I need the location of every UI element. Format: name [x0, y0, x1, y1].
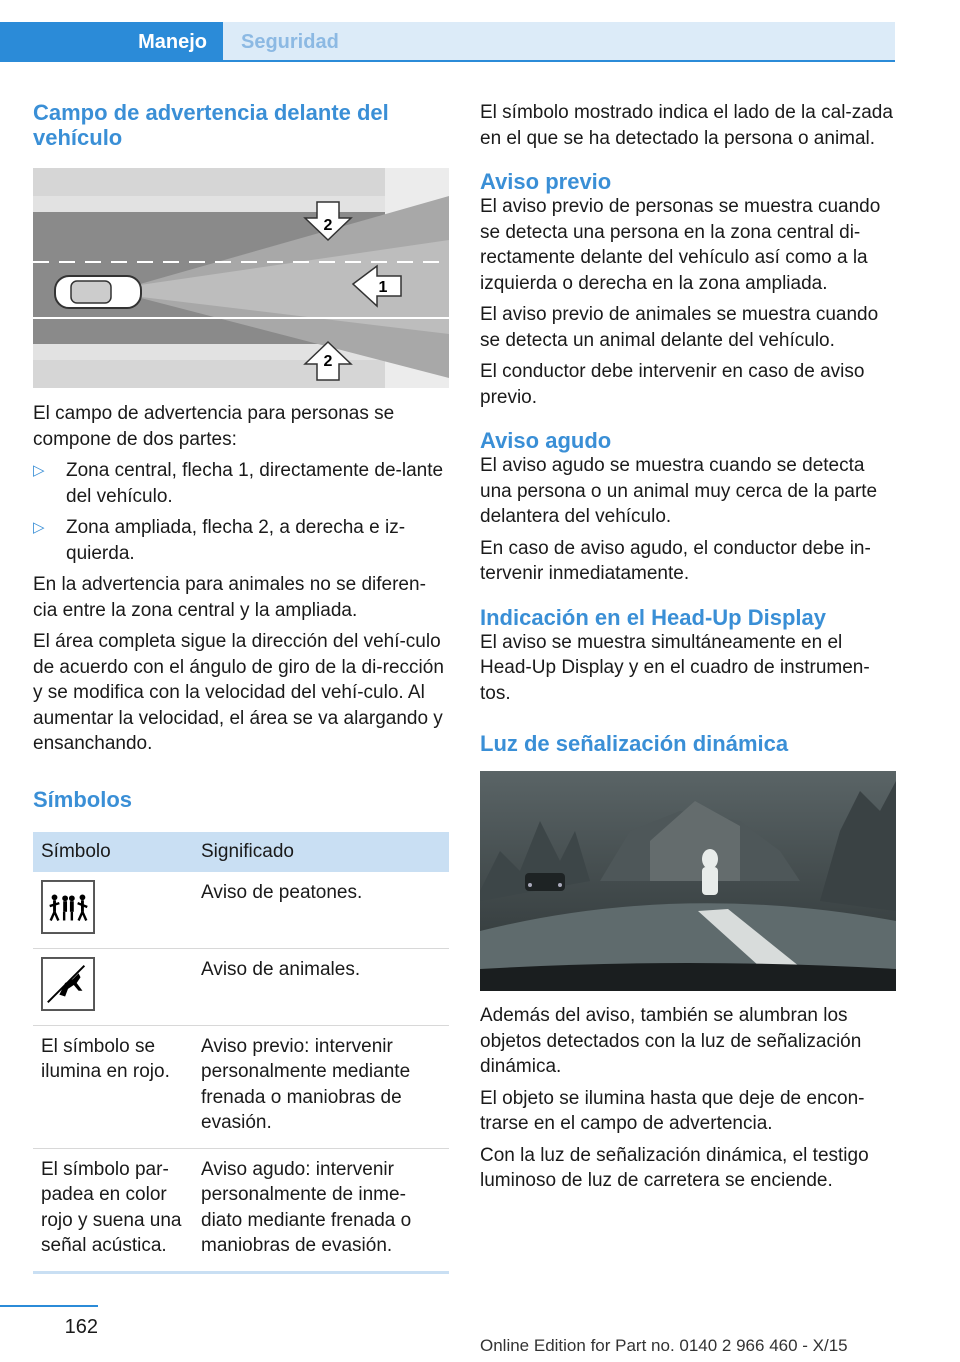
warning-field-diagram [33, 168, 449, 388]
section-heading-aviso-agudo: Aviso agudo [480, 428, 612, 453]
section-heading-aviso-previo: Aviso previo [480, 169, 612, 194]
agudo-paragraph-1: El aviso agudo se muestra cuando se detecta una persona o un animal muy cerca de la parte delantera del vehículo. [480, 455, 878, 527]
section-heading-luz: Luz de señalización dinámica [480, 731, 789, 756]
table-row [33, 1025, 449, 1148]
table-cell: Aviso previo: intervenir personalmente mediante frenada o maniobras de evasión. [193, 1025, 449, 1148]
section-heading-hud: Indicación en el Head-Up Display [480, 604, 826, 630]
page-number: 162 [64, 1316, 98, 1338]
table-cell: Aviso de peatones. [193, 872, 449, 949]
table-header-row [33, 832, 449, 872]
dynamic-light-photo [480, 771, 896, 991]
animals-paragraph: En la advertencia para animales no se diferen‐cia entre la zona central y la ampliada. [33, 574, 426, 621]
top-navigation [0, 0, 895, 62]
list-item: ▷ Zona ampliada, flecha 2, a derecha e iz‐quierda. [33, 517, 406, 564]
tab-underline [0, 60, 895, 62]
section-heading-simbolos: Símbolos [33, 786, 133, 812]
page-number-rule [0, 1305, 98, 1307]
right-column [480, 100, 896, 1194]
table-cell: Aviso de animales. [193, 948, 449, 1025]
tab-manejo[interactable]: Manejo [0, 22, 223, 62]
zone-list [33, 458, 449, 566]
table-cell: El símbolo par‐padea en color rojo y suena una señal acústica. [33, 1148, 193, 1272]
pedestrians-icon [41, 880, 95, 934]
agudo-paragraph-2: En caso de aviso agudo, el conductor debe in‐tervenir inmediatamente. [480, 537, 871, 584]
intro-paragraph: El campo de advertencia para personas se compone de dos partes: [33, 403, 395, 450]
triangle-bullet-icon: ▷ [33, 519, 45, 536]
table-row [33, 872, 449, 949]
luz-paragraph-3: Con la luz de señalización dinámica, el testigo luminoso de luz de carretera se enciende. [480, 1144, 869, 1191]
table-row [33, 1148, 449, 1272]
warning-field-illustration [33, 168, 449, 388]
arrow-label-1: 1 [378, 279, 388, 296]
symbol-side-paragraph: El símbolo mostrado indica el lado de la cal‐zada en el que se ha detectado la persona o animal. [480, 102, 893, 149]
symbols-table [33, 832, 449, 1274]
tab-seguridad[interactable]: Seguridad [223, 22, 895, 62]
arrow-label-2-bottom: 2 [323, 353, 333, 370]
arrow-label-2-top: 2 [323, 217, 333, 234]
left-column [33, 100, 449, 1274]
column-header: Significado [193, 832, 449, 872]
table-cell: El símbolo se ilumina en rojo. [33, 1025, 193, 1148]
hud-paragraph: El aviso se muestra simultáneamente en el Head-Up Display y en el cuadro de instrumen‐tos. [480, 631, 870, 704]
previo-paragraph-1: El aviso previo de personas se muestra cuando se detecta una persona en la zona central di‐rectamente delante del vehículo así como a la izquierda o derecha en la zona ampliada. [480, 196, 881, 294]
table-cell: Aviso agudo: intervenir personalmente de inme‐diato mediante frenada o maniobras de evasión. [193, 1148, 449, 1272]
area-paragraph: El área completa sigue la dirección del vehí‐culo de acuerdo con el ángulo de giro de la di‐rección y se modifica con la velocidad del vehí‐culo. Al aumentar la velocidad, el área se va alargando y ensanchando. [33, 631, 444, 754]
previo-paragraph-3: El conductor debe intervenir en caso de aviso previo. [480, 361, 865, 408]
column-header: Símbolo [33, 832, 193, 872]
animal-icon [41, 957, 95, 1011]
edition-footer: Online Edition for Part no. 0140 2 966 460 - X/15 [480, 1336, 848, 1355]
night-road-illustration [480, 771, 896, 991]
table-row [33, 948, 449, 1025]
list-item: ▷ Zona central, flecha 1, directamente de‐lante del vehículo. [33, 460, 444, 507]
section-heading-campo: Campo de advertencia delante del vehículo [33, 100, 389, 150]
luz-paragraph-2: El objeto se ilumina hasta que deje de encon‐trarse en el campo de advertencia. [480, 1087, 865, 1134]
luz-paragraph-1: Además del aviso, también se alumbran los objetos detectados con la luz de señalización dinámica. [480, 1005, 862, 1077]
triangle-bullet-icon: ▷ [33, 462, 45, 479]
previo-paragraph-2: El aviso previo de animales se muestra cuando se detecta un animal delante del vehículo. [480, 304, 879, 351]
